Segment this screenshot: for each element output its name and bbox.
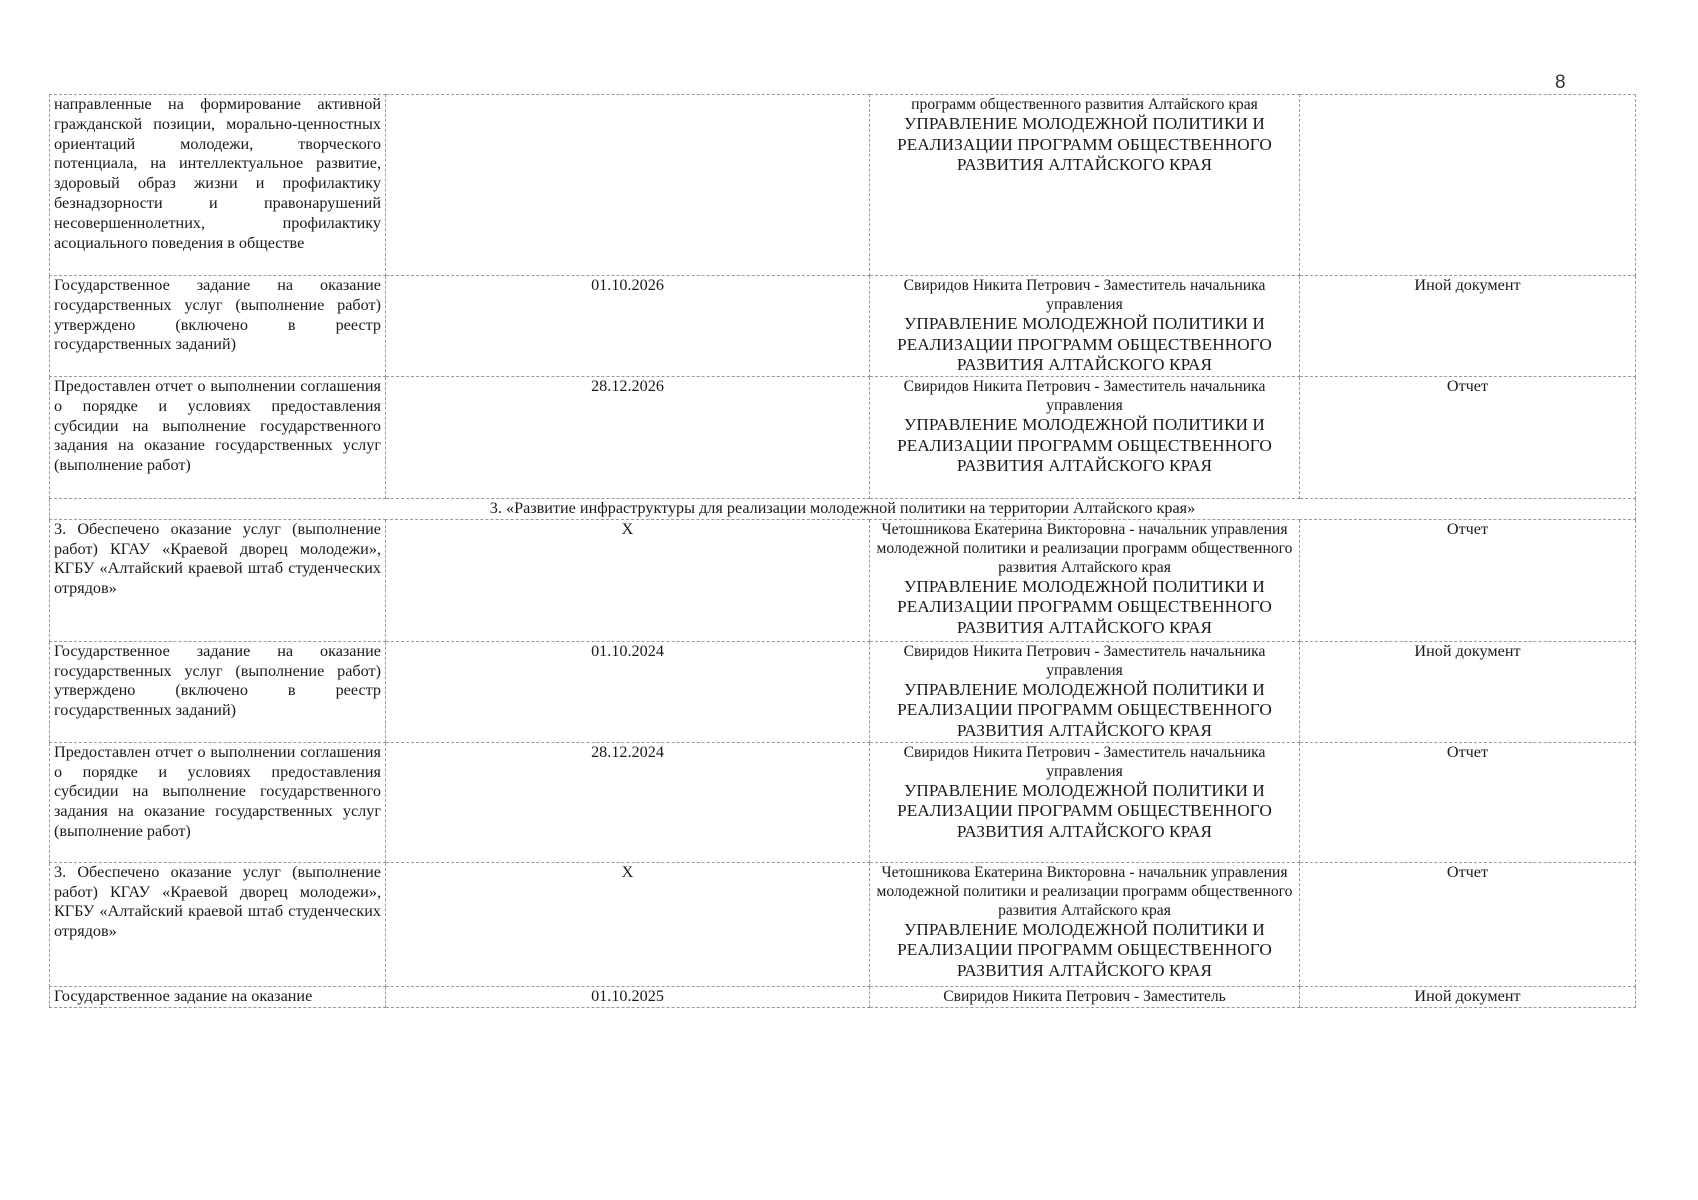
section-row (50, 499, 1636, 520)
responsible-organization: УПРАВЛЕНИЕ МОЛОДЕЖНОЙ ПОЛИТИКИ И РЕАЛИЗАЦИИ ПРОГРАММ ОБЩЕСТВЕННОГО РАЗВИТИЯ АЛТАЙСКОГО КРАЯ (897, 314, 1272, 374)
responsible-organization: УПРАВЛЕНИЕ МОЛОДЕЖНОЙ ПОЛИТИКИ И РЕАЛИЗАЦИИ ПРОГРАММ ОБЩЕСТВЕННОГО РАЗВИТИЯ АЛТАЙСКОГО КРАЯ (897, 114, 1272, 174)
responsible-person: программ общественного развития Алтайского края (911, 96, 1258, 113)
responsible-person: Четошникова Екатерина Викторовна - начальник управления молодежной политики и реализации программ общественного развития Алтайского края (876, 863, 1293, 919)
table-row (50, 641, 1636, 742)
responsible-cell (870, 276, 1300, 377)
section-title: 3. «Развитие инфраструктуры для реализации молодежной политики на территории Алтайского края» (50, 499, 1636, 520)
responsible-cell (870, 986, 1300, 1007)
responsible-person: Четошникова Екатерина Викторовна - начальник управления молодежной политики и реализации программ общественного развития Алтайского края (876, 520, 1293, 576)
event-cell: Государственное задание на оказание государственных услуг (выполнение работ) утверждено (включено в реестр государственных заданий) (50, 276, 386, 377)
document-cell: Иной документ (1300, 276, 1636, 377)
table-row (50, 519, 1636, 641)
responsible-organization: УПРАВЛЕНИЕ МОЛОДЕЖНОЙ ПОЛИТИКИ И РЕАЛИЗАЦИИ ПРОГРАММ ОБЩЕСТВЕННОГО РАЗВИТИЯ АЛТАЙСКОГО КРАЯ (897, 679, 1272, 740)
date-cell: 01.10.2024 (386, 641, 870, 742)
table-row (50, 276, 1636, 377)
document-cell (1300, 95, 1636, 276)
event-cell: Государственное задание на оказание государственных услуг (выполнение работ) утверждено (включено в реестр государственных заданий) (50, 641, 386, 742)
responsible-organization: УПРАВЛЕНИЕ МОЛОДЕЖНОЙ ПОЛИТИКИ И РЕАЛИЗАЦИИ ПРОГРАММ ОБЩЕСТВЕННОГО РАЗВИТИЯ АЛТАЙСКОГО КРАЯ (897, 576, 1272, 637)
event-cell: Предоставлен отчет о выполнении соглашения о порядке и условиях предоставления субсидии на выполнение государственного задания на оказание государственных услуг (выполнение работ) (50, 742, 386, 862)
table-row (50, 377, 1636, 499)
responsible-cell (870, 519, 1300, 641)
event-cell: Предоставлен отчет о выполнении соглашения о порядке и условиях предоставления субсидии на выполнение государственного задания на оказание государственных услуг (выполнение работ) (50, 377, 386, 499)
date-cell: 28.12.2024 (386, 742, 870, 862)
document-cell: Отчет (1300, 742, 1636, 862)
responsible-person: Свиридов Никита Петрович - Заместитель начальника управления (903, 378, 1266, 414)
date-cell: 01.10.2026 (386, 276, 870, 377)
document-cell: Отчет (1300, 519, 1636, 641)
responsible-organization: УПРАВЛЕНИЕ МОЛОДЕЖНОЙ ПОЛИТИКИ И РЕАЛИЗАЦИИ ПРОГРАММ ОБЩЕСТВЕННОГО РАЗВИТИЯ АЛТАЙСКОГО КРАЯ (897, 415, 1272, 475)
table-row (50, 986, 1636, 1007)
responsible-cell (870, 641, 1300, 742)
responsible-person: Свиридов Никита Петрович - Заместитель начальника управления (903, 743, 1266, 780)
date-cell: 01.10.2025 (386, 986, 870, 1007)
document-cell: Иной документ (1300, 986, 1636, 1007)
date-cell: Х (386, 862, 870, 986)
date-cell: 28.12.2026 (386, 377, 870, 499)
event-cell: направленные на формирование активной гражданской позиции, морально-ценностных ориентаций молодежи, творческого потенциала, на интеллектуальное развитие, здоровый образ жизни и профилактику безнадзорности и правонарушений несовершеннолетних, профилактику асоциального поведения в обществе (50, 95, 386, 276)
responsible-cell (870, 377, 1300, 499)
event-cell: Государственное задание на оказание (50, 986, 386, 1007)
responsible-person: Свиридов Никита Петрович - Заместитель (943, 987, 1226, 1005)
table-row (50, 862, 1636, 986)
table-row (50, 742, 1636, 862)
responsible-person: Свиридов Никита Петрович - Заместитель начальника управления (903, 277, 1266, 313)
responsible-person: Свиридов Никита Петрович - Заместитель начальника управления (903, 642, 1266, 679)
document-cell: Отчет (1300, 377, 1636, 499)
responsible-cell (870, 95, 1300, 276)
event-cell: 3. Обеспечено оказание услуг (выполнение работ) КГАУ «Краевой дворец молодежи», КГБУ «Алтайский краевой штаб студенческих отрядов» (50, 519, 386, 641)
responsible-cell (870, 862, 1300, 986)
responsible-organization: УПРАВЛЕНИЕ МОЛОДЕЖНОЙ ПОЛИТИКИ И РЕАЛИЗАЦИИ ПРОГРАММ ОБЩЕСТВЕННОГО РАЗВИТИЯ АЛТАЙСКОГО КРАЯ (897, 780, 1272, 841)
document-cell: Отчет (1300, 862, 1636, 986)
responsible-organization: УПРАВЛЕНИЕ МОЛОДЕЖНОЙ ПОЛИТИКИ И РЕАЛИЗАЦИИ ПРОГРАММ ОБЩЕСТВЕННОГО РАЗВИТИЯ АЛТАЙСКОГО КРАЯ (897, 919, 1272, 980)
event-cell: 3. Обеспечено оказание услуг (выполнение работ) КГАУ «Краевой дворец молодежи», КГБУ «Алтайский краевой штаб студенческих отрядов» (50, 862, 386, 986)
table-row (50, 95, 1636, 276)
document-cell: Иной документ (1300, 641, 1636, 742)
plan-table (49, 94, 1636, 1008)
date-cell: Х (386, 519, 870, 641)
responsible-cell (870, 742, 1300, 862)
date-cell (386, 95, 870, 276)
page-number: 8 (1555, 72, 1566, 93)
